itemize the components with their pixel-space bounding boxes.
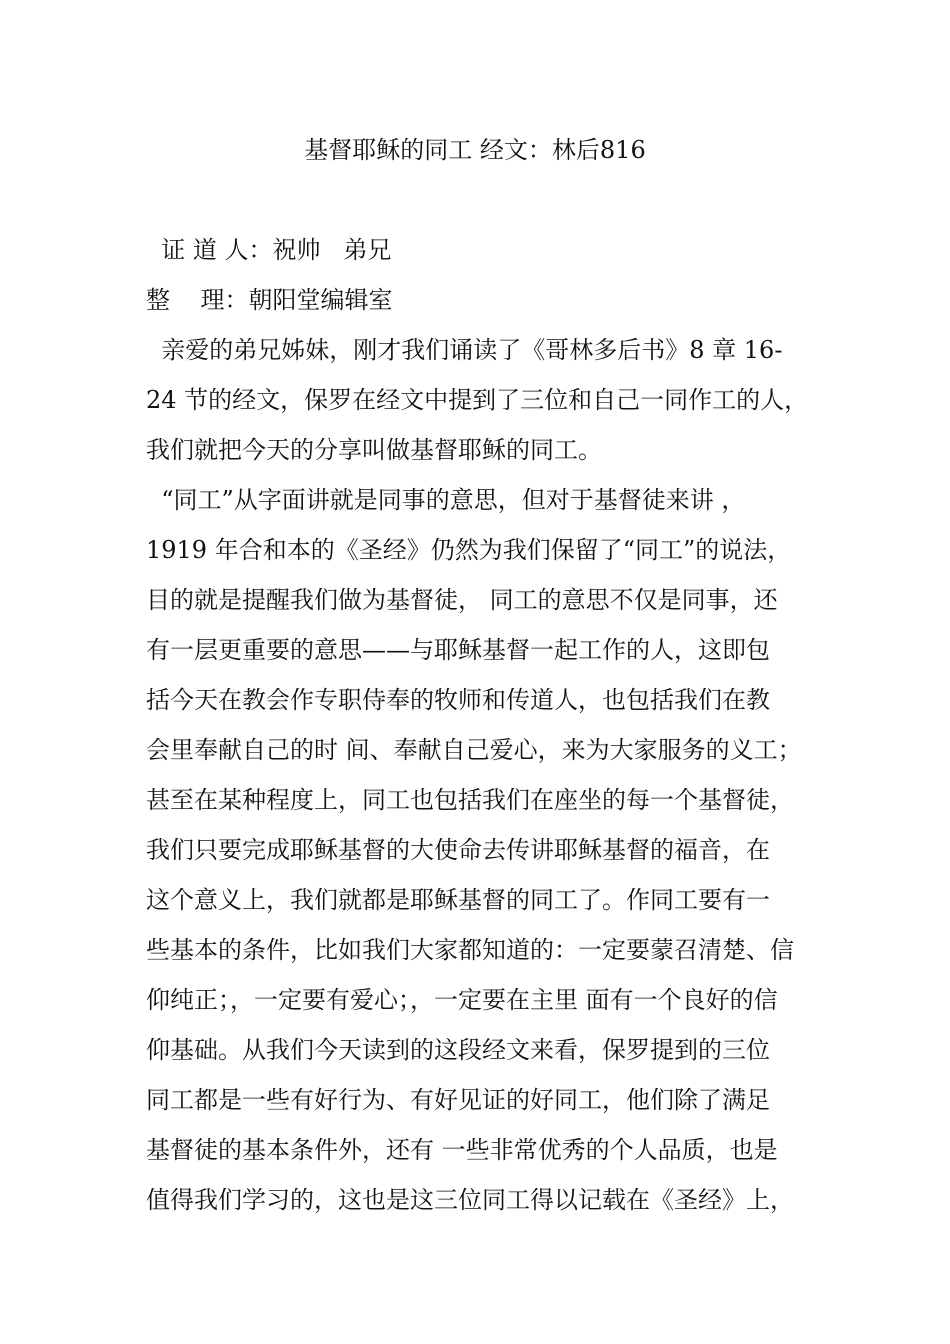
body-line: 仰纯正；，一定要有爱心；，一定要在主里 面有一个良好的信	[146, 986, 778, 1014]
body-line: 我们就把今天的分享叫做基督耶稣的同工。	[146, 436, 602, 464]
document-title: 基督耶稣的同工 经文：林后816	[304, 136, 646, 164]
body-line: 括今天在教会作专职侍奉的牧师和传道人，也包括我们在教	[146, 686, 770, 714]
body-line: 24 节的经文，保罗在经文中提到了三位和自己一同作工的人，	[146, 386, 809, 414]
body-line: 仰基础。从我们今天读到的这段经文来看，保罗提到的三位	[146, 1036, 770, 1064]
body-line: 甚至在某种程度上，同工也包括我们在座坐的每一个基督徒，	[146, 786, 794, 814]
editor-line: 整 理：朝阳堂编辑室	[146, 286, 393, 314]
body-line: 些基本的条件，比如我们大家都知道的：一定要蒙召清楚、信	[146, 936, 794, 964]
body-line: 值得我们学习的，这也是这三位同工得以记载在《圣经》上，	[146, 1186, 794, 1214]
body-line: 亲爱的弟兄姊妹，刚才我们诵读了《哥林多后书》8 章 16-	[146, 336, 783, 364]
speaker-line: 证 道 人：祝帅 弟兄	[146, 236, 392, 264]
body-line: 目的就是提醒我们做为基督徒， 同工的意思不仅是同事，还	[146, 586, 778, 614]
body-line: 我们只要完成耶稣基督的大使命去传讲耶稣基督的福音，在	[146, 836, 770, 864]
body-line: 会里奉献自己的时 间、奉献自己爱心，来为大家服务的义工；	[146, 736, 802, 764]
body-line: 同工都是一些有好行为、有好见证的好同工，他们除了满足	[146, 1086, 770, 1114]
body-line: “同工”从字面讲就是同事的意思，但对于基督徒来讲 ，	[146, 486, 746, 514]
body-line: 这个意义上，我们就都是耶稣基督的同工了。作同工要有一	[146, 886, 770, 914]
body-line: 基督徒的基本条件外，还有 一些非常优秀的个人品质，也是	[146, 1136, 778, 1164]
body-line: 1919 年合和本的《圣经》仍然为我们保留了“同工”的说法，	[146, 536, 792, 564]
body-line: 有一层更重要的意思——与耶稣基督一起工作的人，这即包	[146, 636, 770, 664]
